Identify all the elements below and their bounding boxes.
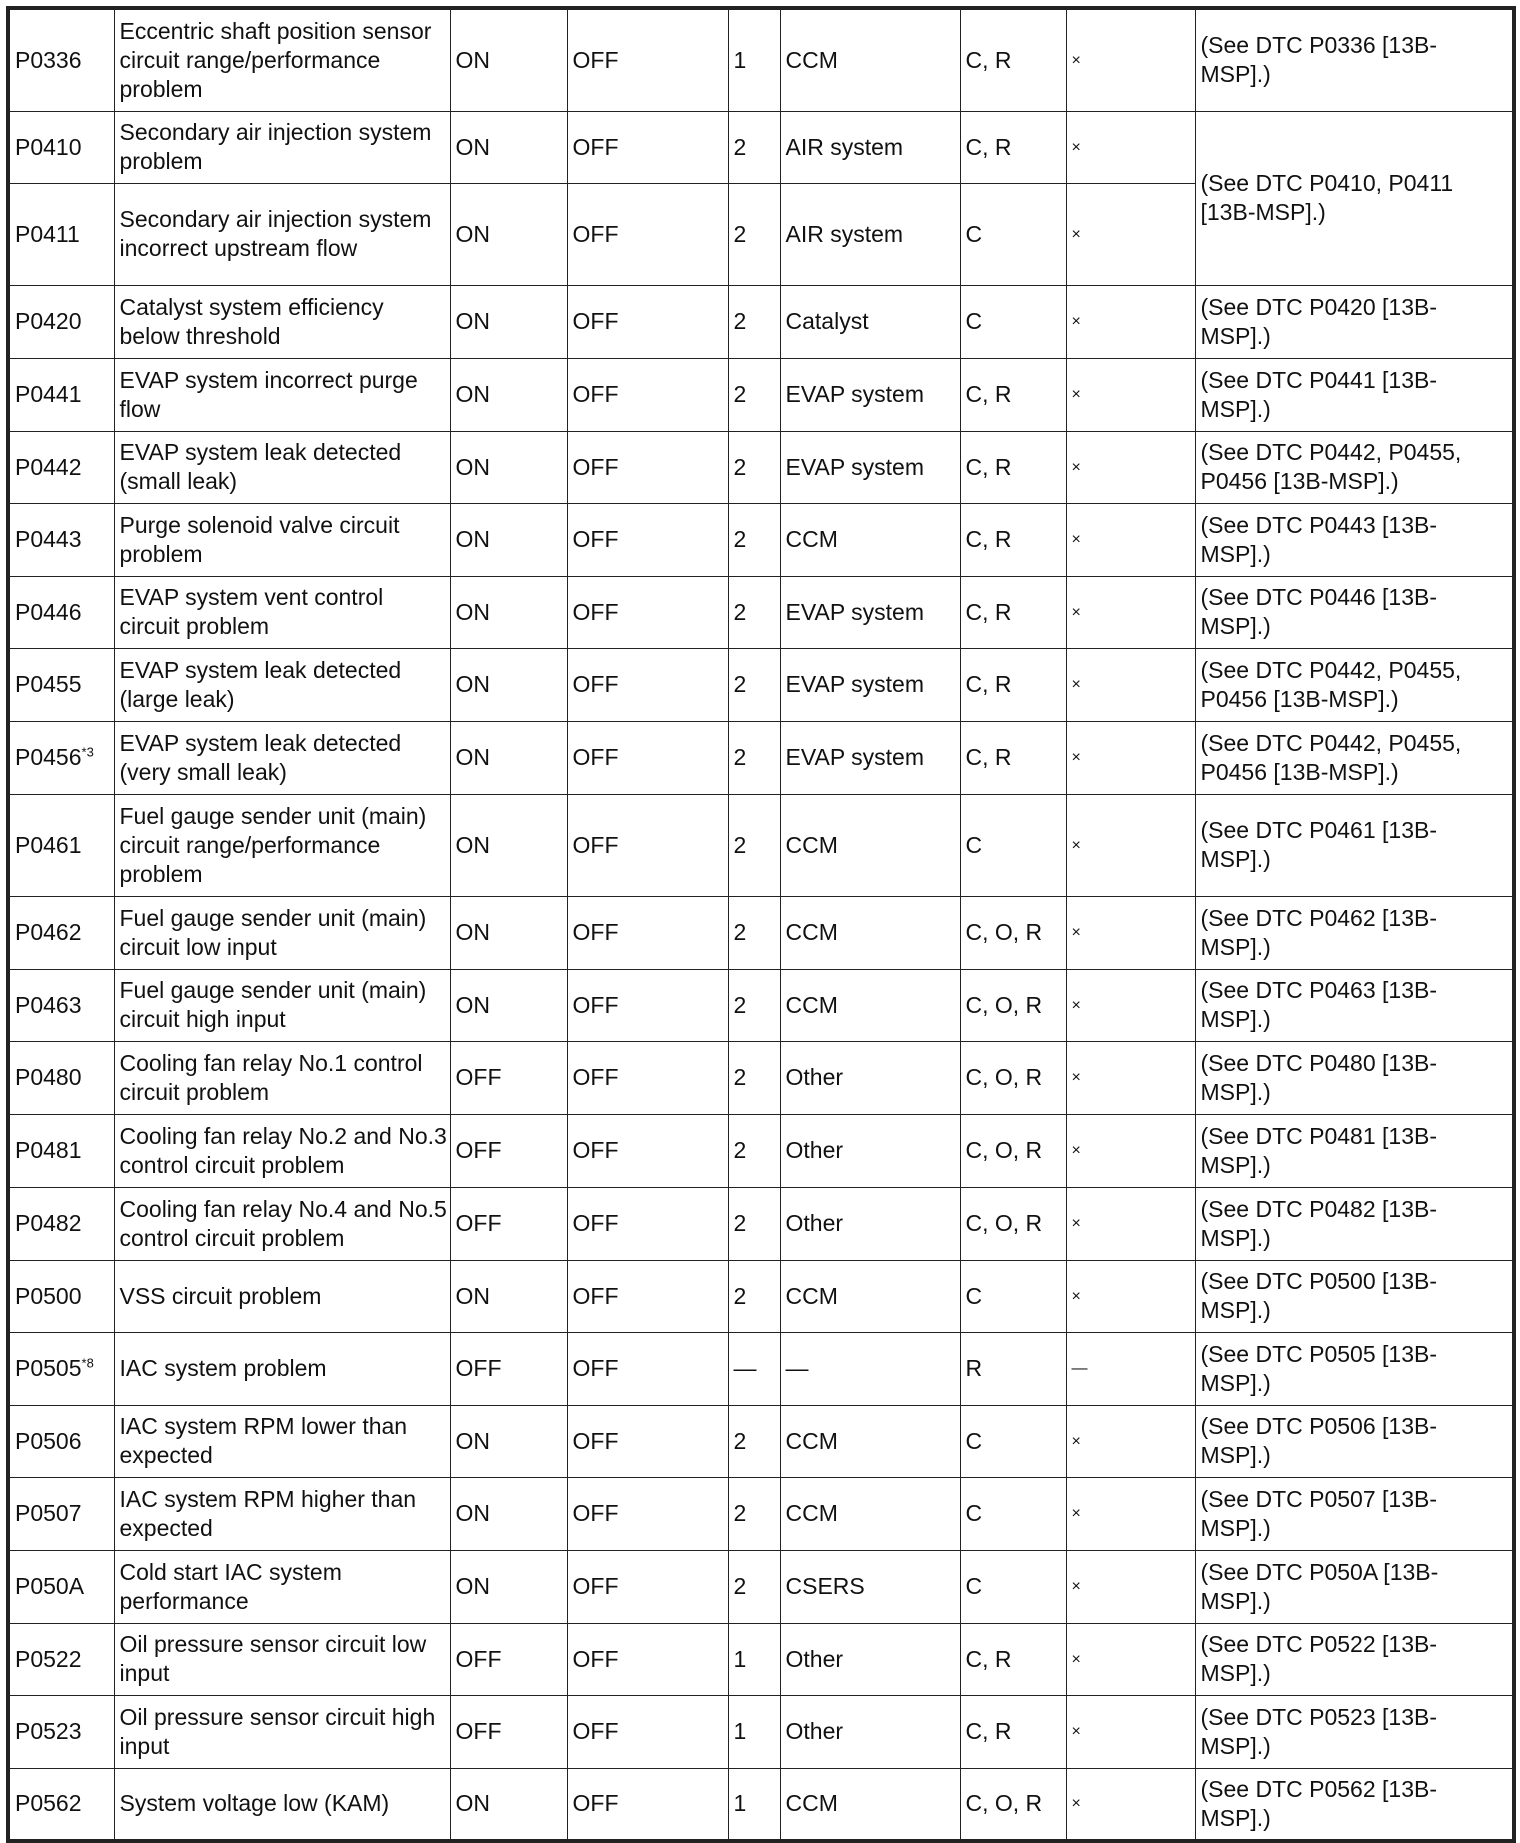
monitor-item: Other [780, 1041, 960, 1114]
trip-count: 2 [728, 1550, 780, 1623]
mil-status: ON [450, 183, 567, 285]
dtc-code [8, 8, 114, 111]
reference-note: (See DTC P0443 [13B-MSP].) [1195, 503, 1514, 576]
trip-count: 2 [728, 721, 780, 794]
reference-note: (See DTC P0500 [13B-MSP].) [1195, 1260, 1514, 1332]
mil-status: OFF [450, 1041, 567, 1114]
dtc-code [8, 648, 114, 721]
dtc-memory-function: C [960, 794, 1066, 896]
dtc-description: EVAP system vent control circuit problem [114, 576, 450, 648]
table-row [8, 1187, 1514, 1260]
dtc-code-text: P0500 [15, 1282, 82, 1309]
monitor-item: CCM [780, 1768, 960, 1841]
monitor-item: CCM [780, 1477, 960, 1550]
dtc-memory-function: C [960, 285, 1066, 358]
trip-count: 2 [728, 431, 780, 503]
mil-status: ON [450, 1260, 567, 1332]
table-row [8, 969, 1514, 1041]
self-test-flag: × [1066, 1768, 1195, 1841]
dtc-code [8, 285, 114, 358]
generator-warning-status: OFF [567, 285, 728, 358]
table-row [8, 1477, 1514, 1550]
reference-note: (See DTC P0463 [13B-MSP].) [1195, 969, 1514, 1041]
dtc-description: EVAP system leak detected (very small leak) [114, 721, 450, 794]
monitor-item: Other [780, 1187, 960, 1260]
reference-note: (See DTC P050A [13B-MSP].) [1195, 1550, 1514, 1623]
table-row [8, 721, 1514, 794]
mil-status: OFF [450, 1695, 567, 1768]
monitor-item: Other [780, 1114, 960, 1187]
generator-warning-status: OFF [567, 1260, 728, 1332]
generator-warning-status: OFF [567, 1041, 728, 1114]
monitor-item: CCM [780, 1260, 960, 1332]
generator-warning-status: OFF [567, 183, 728, 285]
dtc-code [8, 721, 114, 794]
monitor-item: CSERS [780, 1550, 960, 1623]
trip-count: 2 [728, 183, 780, 285]
mil-status: ON [450, 111, 567, 183]
trip-count: 1 [728, 1695, 780, 1768]
generator-warning-status: OFF [567, 1550, 728, 1623]
footnote-marker: *3 [81, 744, 94, 760]
dtc-memory-function: C, R [960, 431, 1066, 503]
table-row [8, 896, 1514, 969]
monitor-item: Other [780, 1695, 960, 1768]
trip-count: 2 [728, 1187, 780, 1260]
dtc-memory-function: C, O, R [960, 1114, 1066, 1187]
dtc-code-text: P0562 [15, 1790, 82, 1817]
trip-count: 2 [728, 794, 780, 896]
dtc-code [8, 503, 114, 576]
trip-count: 2 [728, 285, 780, 358]
table-row [8, 431, 1514, 503]
generator-warning-status: OFF [567, 896, 728, 969]
dtc-memory-function: C, O, R [960, 1041, 1066, 1114]
reference-note: (See DTC P0481 [13B-MSP].) [1195, 1114, 1514, 1187]
self-test-flag: × [1066, 1260, 1195, 1332]
dtc-description: Fuel gauge sender unit (main) circuit high input [114, 969, 450, 1041]
table-row [8, 1041, 1514, 1114]
generator-warning-status: OFF [567, 111, 728, 183]
mil-status: ON [450, 285, 567, 358]
table-row [8, 285, 1514, 358]
trip-count: 1 [728, 8, 780, 111]
trip-count: — [728, 1332, 780, 1405]
trip-count: 2 [728, 1405, 780, 1477]
dtc-memory-function: C, O, R [960, 1187, 1066, 1260]
self-test-flag: × [1066, 1550, 1195, 1623]
dtc-memory-function: R [960, 1332, 1066, 1405]
reference-note: (See DTC P0442, P0455, P0456 [13B-MSP].) [1195, 431, 1514, 503]
self-test-flag: × [1066, 969, 1195, 1041]
self-test-flag: × [1066, 896, 1195, 969]
table-row [8, 1623, 1514, 1695]
self-test-flag: × [1066, 503, 1195, 576]
self-test-flag: × [1066, 1623, 1195, 1695]
trip-count: 2 [728, 111, 780, 183]
table-row [8, 1550, 1514, 1623]
monitor-item: Other [780, 1623, 960, 1695]
dtc-code-text: P0446 [15, 598, 82, 625]
trip-count: 2 [728, 896, 780, 969]
dtc-code [8, 431, 114, 503]
dtc-memory-function: C [960, 1405, 1066, 1477]
table-row [8, 1114, 1514, 1187]
trip-count: 2 [728, 358, 780, 431]
mil-status: ON [450, 896, 567, 969]
dtc-description: Fuel gauge sender unit (main) circuit range/performance problem [114, 794, 450, 896]
generator-warning-status: OFF [567, 1114, 728, 1187]
reference-note: (See DTC P0507 [13B-MSP].) [1195, 1477, 1514, 1550]
trip-count: 2 [728, 648, 780, 721]
dtc-table [6, 6, 1516, 1843]
reference-note: (See DTC P0505 [13B-MSP].) [1195, 1332, 1514, 1405]
dtc-code-text: P0506 [15, 1427, 82, 1454]
generator-warning-status: OFF [567, 794, 728, 896]
mil-status: OFF [450, 1114, 567, 1187]
self-test-flag: × [1066, 183, 1195, 285]
mil-status: OFF [450, 1332, 567, 1405]
dtc-description: VSS circuit problem [114, 1260, 450, 1332]
dtc-description: IAC system RPM higher than expected [114, 1477, 450, 1550]
reference-note: (See DTC P0442, P0455, P0456 [13B-MSP].) [1195, 648, 1514, 721]
table-row [8, 503, 1514, 576]
dtc-code [8, 183, 114, 285]
dtc-code-text: P0442 [15, 453, 82, 480]
generator-warning-status: OFF [567, 1623, 728, 1695]
self-test-flag: × [1066, 648, 1195, 721]
mil-status: ON [450, 969, 567, 1041]
trip-count: 2 [728, 969, 780, 1041]
dtc-code-text: P0482 [15, 1210, 82, 1236]
mil-status: ON [450, 648, 567, 721]
dtc-description: Cold start IAC system performance [114, 1550, 450, 1623]
generator-warning-status: OFF [567, 721, 728, 794]
mil-status: ON [450, 1550, 567, 1623]
self-test-flag: × [1066, 576, 1195, 648]
dtc-code [8, 1187, 114, 1260]
table-row [8, 358, 1514, 431]
self-test-flag: × [1066, 8, 1195, 111]
dtc-memory-function: C, R [960, 648, 1066, 721]
dtc-code [8, 358, 114, 431]
dtc-description: Secondary air injection system incorrect upstream flow [114, 183, 450, 285]
dtc-code [8, 1477, 114, 1550]
dtc-code-text: P050A [15, 1573, 85, 1599]
self-test-flag: × [1066, 1041, 1195, 1114]
reference-note: (See DTC P0523 [13B-MSP].) [1195, 1695, 1514, 1768]
dtc-description: Cooling fan relay No.4 and No.5 control circuit problem [114, 1187, 450, 1260]
dtc-code [8, 794, 114, 896]
dtc-code [8, 896, 114, 969]
dtc-memory-function: C, R [960, 111, 1066, 183]
generator-warning-status: OFF [567, 1332, 728, 1405]
self-test-flag: × [1066, 1695, 1195, 1768]
dtc-code [8, 1550, 114, 1623]
monitor-item: CCM [780, 1405, 960, 1477]
reference-note: (See DTC P0482 [13B-MSP].) [1195, 1187, 1514, 1260]
dtc-code [8, 1768, 114, 1841]
self-test-flag: × [1066, 431, 1195, 503]
monitor-item: EVAP system [780, 721, 960, 794]
dtc-description: Fuel gauge sender unit (main) circuit low input [114, 896, 450, 969]
dtc-table-body [8, 8, 1514, 1841]
monitor-item: EVAP system [780, 431, 960, 503]
table-row [8, 8, 1514, 111]
reference-note: (See DTC P0462 [13B-MSP].) [1195, 896, 1514, 969]
monitor-item: CCM [780, 794, 960, 896]
dtc-memory-function: C, R [960, 8, 1066, 111]
trip-count: 2 [728, 503, 780, 576]
dtc-code-text: P0411 [15, 220, 80, 247]
generator-warning-status: OFF [567, 576, 728, 648]
dtc-description: EVAP system incorrect purge flow [114, 358, 450, 431]
dtc-code-text: P0462 [15, 919, 82, 945]
self-test-flag: × [1066, 1405, 1195, 1477]
dtc-code-text: P0522 [15, 1645, 82, 1672]
monitor-item: — [780, 1332, 960, 1405]
generator-warning-status: OFF [567, 1187, 728, 1260]
trip-count: 2 [728, 1041, 780, 1114]
table-row [8, 1332, 1514, 1405]
dtc-memory-function: C, R [960, 1695, 1066, 1768]
mil-status: ON [450, 8, 567, 111]
reference-note: (See DTC P0446 [13B-MSP].) [1195, 576, 1514, 648]
reference-note: (See DTC P0442, P0455, P0456 [13B-MSP].) [1195, 721, 1514, 794]
mil-status: ON [450, 431, 567, 503]
monitor-item: AIR system [780, 183, 960, 285]
dtc-description: System voltage low (KAM) [114, 1768, 450, 1841]
mil-status: ON [450, 1768, 567, 1841]
monitor-item: CCM [780, 969, 960, 1041]
dtc-code [8, 1041, 114, 1114]
dtc-code [8, 1114, 114, 1187]
self-test-flag: × [1066, 1477, 1195, 1550]
reference-note: (See DTC P0410, P0411 [13B-MSP].) [1195, 111, 1514, 285]
dtc-code [8, 1405, 114, 1477]
self-test-flag: × [1066, 1114, 1195, 1187]
mil-status: ON [450, 794, 567, 896]
trip-count: 1 [728, 1768, 780, 1841]
reference-note: (See DTC P0441 [13B-MSP].) [1195, 358, 1514, 431]
reference-note: (See DTC P0480 [13B-MSP].) [1195, 1041, 1514, 1114]
generator-warning-status: OFF [567, 503, 728, 576]
dtc-code-text: P0507 [15, 1500, 82, 1526]
table-row [8, 1260, 1514, 1332]
monitor-item: CCM [780, 503, 960, 576]
dtc-memory-function: C, R [960, 576, 1066, 648]
dtc-code-text: P0523 [15, 1718, 82, 1744]
mil-status: OFF [450, 1187, 567, 1260]
table-row [8, 1695, 1514, 1768]
mil-status: ON [450, 1477, 567, 1550]
dtc-description: Purge solenoid valve circuit problem [114, 503, 450, 576]
trip-count: 1 [728, 1623, 780, 1695]
dtc-memory-function: C, R [960, 721, 1066, 794]
monitor-item: Catalyst [780, 285, 960, 358]
dtc-code [8, 1332, 114, 1405]
trip-count: 2 [728, 1477, 780, 1550]
reference-note: (See DTC P0420 [13B-MSP].) [1195, 285, 1514, 358]
dtc-code [8, 576, 114, 648]
mil-status: ON [450, 503, 567, 576]
table-row [8, 794, 1514, 896]
dtc-code-text: P0481 [15, 1137, 82, 1163]
table-row [8, 576, 1514, 648]
dtc-code-text: P0443 [15, 526, 82, 552]
dtc-code-text: P0505 [15, 1355, 82, 1381]
dtc-description: Oil pressure sensor circuit high input [114, 1695, 450, 1768]
dtc-code-text: P0456 [15, 744, 82, 770]
generator-warning-status: OFF [567, 431, 728, 503]
dtc-description: EVAP system leak detected (small leak) [114, 431, 450, 503]
table-row [8, 1768, 1514, 1841]
dtc-memory-function: C [960, 1550, 1066, 1623]
self-test-flag: × [1066, 358, 1195, 431]
dtc-code-text: P0461 [15, 831, 82, 858]
mil-status: ON [450, 576, 567, 648]
dtc-description: Cooling fan relay No.1 control circuit problem [114, 1041, 450, 1114]
table-row [8, 111, 1514, 183]
self-test-flag: — [1066, 1332, 1195, 1405]
dtc-description: IAC system RPM lower than expected [114, 1405, 450, 1477]
self-test-flag: × [1066, 721, 1195, 794]
mil-status: ON [450, 1405, 567, 1477]
dtc-code-text: P0336 [15, 46, 82, 73]
dtc-memory-function: C [960, 183, 1066, 285]
mil-status: OFF [450, 1623, 567, 1695]
trip-count: 2 [728, 576, 780, 648]
self-test-flag: × [1066, 1187, 1195, 1260]
monitor-item: EVAP system [780, 648, 960, 721]
footnote-marker: *8 [81, 1355, 94, 1371]
monitor-item: EVAP system [780, 576, 960, 648]
dtc-description: Catalyst system efficiency below threshold [114, 285, 450, 358]
dtc-memory-function: C, R [960, 1623, 1066, 1695]
trip-count: 2 [728, 1114, 780, 1187]
self-test-flag: × [1066, 794, 1195, 896]
generator-warning-status: OFF [567, 648, 728, 721]
dtc-code-text: P0463 [15, 991, 82, 1018]
dtc-description: IAC system problem [114, 1332, 450, 1405]
monitor-item: AIR system [780, 111, 960, 183]
dtc-description: Eccentric shaft position sensor circuit range/performance problem [114, 8, 450, 111]
generator-warning-status: OFF [567, 1405, 728, 1477]
dtc-description: Oil pressure sensor circuit low input [114, 1623, 450, 1695]
monitor-item: CCM [780, 8, 960, 111]
generator-warning-status: OFF [567, 8, 728, 111]
table-row [8, 648, 1514, 721]
dtc-memory-function: C, R [960, 358, 1066, 431]
trip-count: 2 [728, 1260, 780, 1332]
reference-note: (See DTC P0461 [13B-MSP].) [1195, 794, 1514, 896]
reference-note: (See DTC P0522 [13B-MSP].) [1195, 1623, 1514, 1695]
reference-note: (See DTC P0336 [13B-MSP].) [1195, 8, 1514, 111]
generator-warning-status: OFF [567, 1768, 728, 1841]
dtc-code [8, 111, 114, 183]
dtc-code-text: P0480 [15, 1064, 82, 1090]
generator-warning-status: OFF [567, 969, 728, 1041]
monitor-item: CCM [780, 896, 960, 969]
dtc-code [8, 1695, 114, 1768]
dtc-code [8, 1623, 114, 1695]
dtc-description: Cooling fan relay No.2 and No.3 control circuit problem [114, 1114, 450, 1187]
dtc-memory-function: C, O, R [960, 896, 1066, 969]
dtc-code-text: P0455 [15, 671, 82, 697]
table-row [8, 1405, 1514, 1477]
generator-warning-status: OFF [567, 1477, 728, 1550]
dtc-memory-function: C, O, R [960, 1768, 1066, 1841]
mil-status: ON [450, 358, 567, 431]
dtc-code-text: P0410 [15, 133, 82, 160]
mil-status: ON [450, 721, 567, 794]
dtc-code-text: P0441 [15, 381, 82, 407]
dtc-memory-function: C, O, R [960, 969, 1066, 1041]
reference-note: (See DTC P0506 [13B-MSP].) [1195, 1405, 1514, 1477]
dtc-code-text: P0420 [15, 308, 82, 334]
dtc-description: Secondary air injection system problem [114, 111, 450, 183]
dtc-code [8, 1260, 114, 1332]
generator-warning-status: OFF [567, 358, 728, 431]
monitor-item: EVAP system [780, 358, 960, 431]
generator-warning-status: OFF [567, 1695, 728, 1768]
dtc-memory-function: C [960, 1260, 1066, 1332]
dtc-memory-function: C [960, 1477, 1066, 1550]
self-test-flag: × [1066, 285, 1195, 358]
self-test-flag: × [1066, 111, 1195, 183]
dtc-code [8, 969, 114, 1041]
dtc-memory-function: C, R [960, 503, 1066, 576]
reference-note: (See DTC P0562 [13B-MSP].) [1195, 1768, 1514, 1841]
dtc-description: EVAP system leak detected (large leak) [114, 648, 450, 721]
